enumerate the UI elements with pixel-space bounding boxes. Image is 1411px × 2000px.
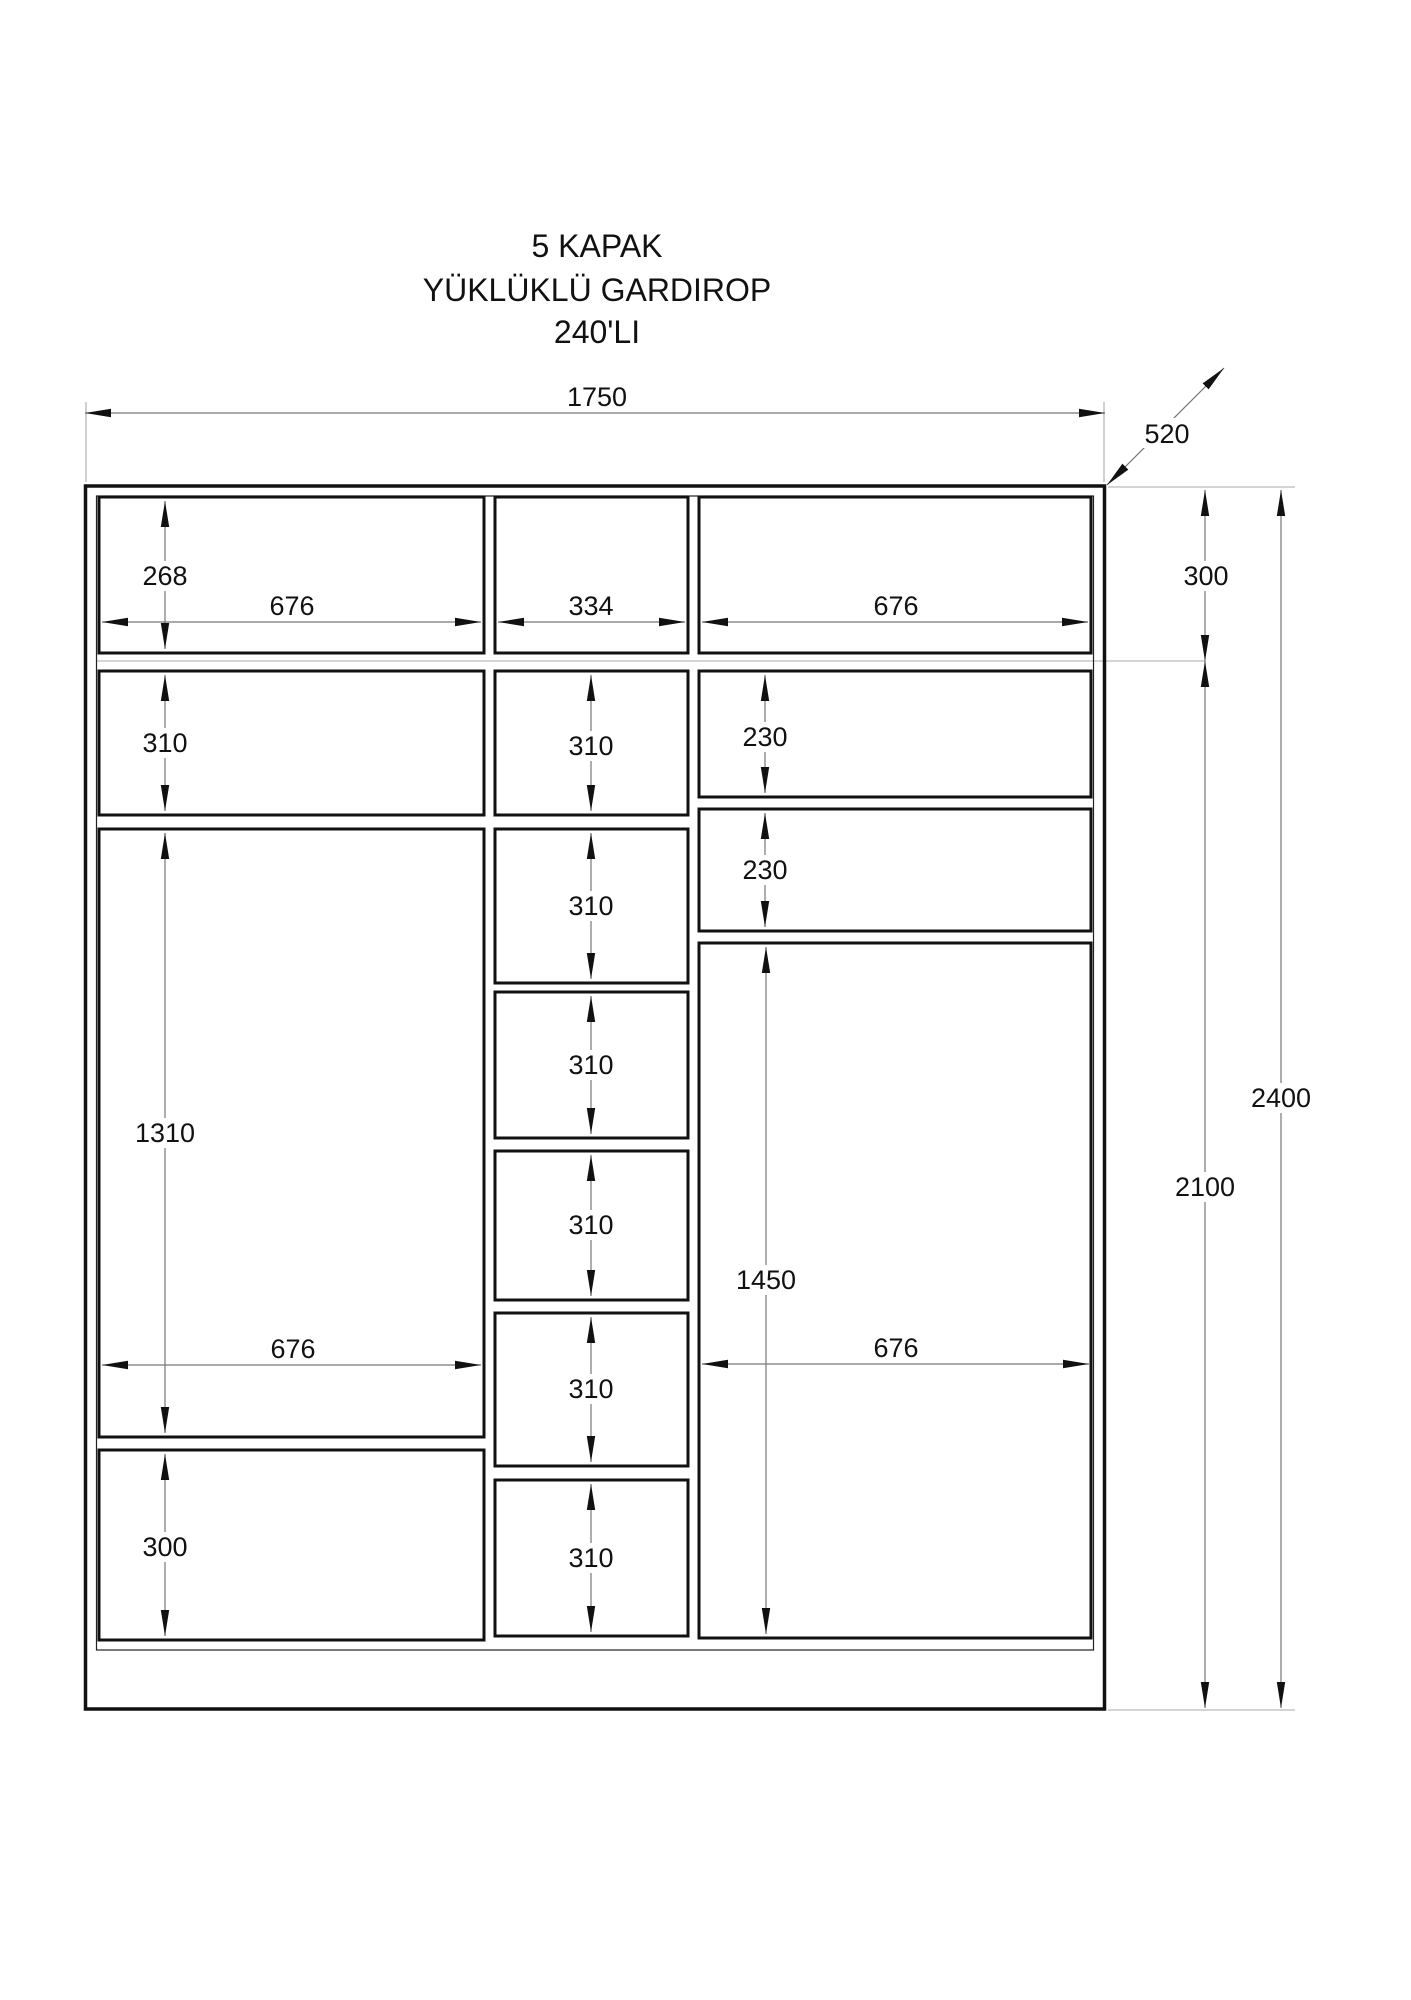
dim-overall-width bbox=[85, 382, 1105, 413]
dim-right-width bbox=[702, 1333, 1089, 1364]
dim-top-middle-width-label: 334 bbox=[568, 591, 614, 621]
dim-middle-shelf-height-4 bbox=[565, 1155, 617, 1296]
dim-left-hanging-height bbox=[132, 833, 198, 1433]
dim-depth-label: 520 bbox=[1144, 419, 1190, 449]
dim-middle-shelf-height-5 bbox=[565, 1317, 617, 1462]
compartment-top-right bbox=[699, 497, 1091, 653]
dim-total-height-label: 2400 bbox=[1250, 1083, 1312, 1113]
dim-middle-shelf-height-2-label: 310 bbox=[568, 891, 614, 921]
dim-top-left-width-label: 676 bbox=[269, 591, 315, 621]
title-line-3: 240'LI bbox=[553, 314, 641, 350]
dim-left-hanging-height-label: 1310 bbox=[134, 1118, 196, 1148]
cabinet-carcass bbox=[86, 486, 1105, 1709]
dim-middle-shelf-height-2 bbox=[565, 833, 617, 979]
dim-right-hanging-height bbox=[733, 947, 799, 1634]
dim-middle-shelf-height-6-label: 310 bbox=[568, 1543, 614, 1573]
dim-lower-section-height bbox=[1172, 661, 1238, 1708]
dim-middle-shelf-height-3-label: 310 bbox=[568, 1050, 614, 1080]
dim-left-width bbox=[102, 1334, 481, 1365]
dim-total-height bbox=[1248, 490, 1314, 1708]
dim-middle-shelf-height-1 bbox=[565, 675, 617, 811]
dim-middle-shelf-height-6 bbox=[565, 1484, 617, 1632]
dim-right-shelf-height-1-label: 230 bbox=[742, 722, 788, 752]
dim-top-interior-height bbox=[139, 501, 191, 649]
dim-top-right-width-label: 676 bbox=[873, 591, 919, 621]
dim-middle-shelf-height-5-label: 310 bbox=[568, 1374, 614, 1404]
dim-middle-shelf-height-1-label: 310 bbox=[568, 731, 614, 761]
dim-middle-shelf-height-4-label: 310 bbox=[568, 1210, 614, 1240]
dim-depth bbox=[1107, 368, 1224, 485]
drawing-title bbox=[423, 228, 772, 350]
dim-right-shelf-height-1 bbox=[739, 675, 791, 793]
compartment-top-middle bbox=[495, 497, 688, 653]
title-line-1: 5 KAPAK bbox=[531, 228, 663, 264]
title-line-2: YÜKLÜKLÜ GARDIROP bbox=[422, 272, 772, 308]
dim-top-right-width bbox=[702, 591, 1088, 622]
dim-left-shelf-height-label: 310 bbox=[142, 728, 188, 758]
dim-right-width-label: 676 bbox=[873, 1333, 919, 1363]
dim-top-section-height bbox=[1179, 490, 1231, 661]
dim-left-width-label: 676 bbox=[270, 1334, 316, 1364]
dim-top-interior-height-label: 268 bbox=[142, 561, 188, 591]
dim-left-bottom-height-label: 300 bbox=[142, 1532, 188, 1562]
carcass-outer-outline bbox=[86, 486, 1105, 1709]
dim-overall-width-label: 1750 bbox=[566, 382, 628, 412]
dim-right-shelf-height-2 bbox=[739, 813, 791, 927]
dim-right-hanging-height-label: 1450 bbox=[735, 1265, 797, 1295]
dim-top-left-width bbox=[102, 591, 481, 622]
extension-lines bbox=[86, 402, 1295, 1710]
dim-top-middle-width bbox=[498, 591, 685, 622]
dim-lower-section-height-label: 2100 bbox=[1174, 1172, 1236, 1202]
dim-middle-shelf-height-3 bbox=[565, 996, 617, 1134]
dim-top-section-height-label: 300 bbox=[1183, 561, 1229, 591]
dim-left-shelf-height bbox=[139, 675, 191, 811]
dim-right-shelf-height-2-label: 230 bbox=[742, 855, 788, 885]
dim-left-bottom-height bbox=[139, 1454, 191, 1636]
